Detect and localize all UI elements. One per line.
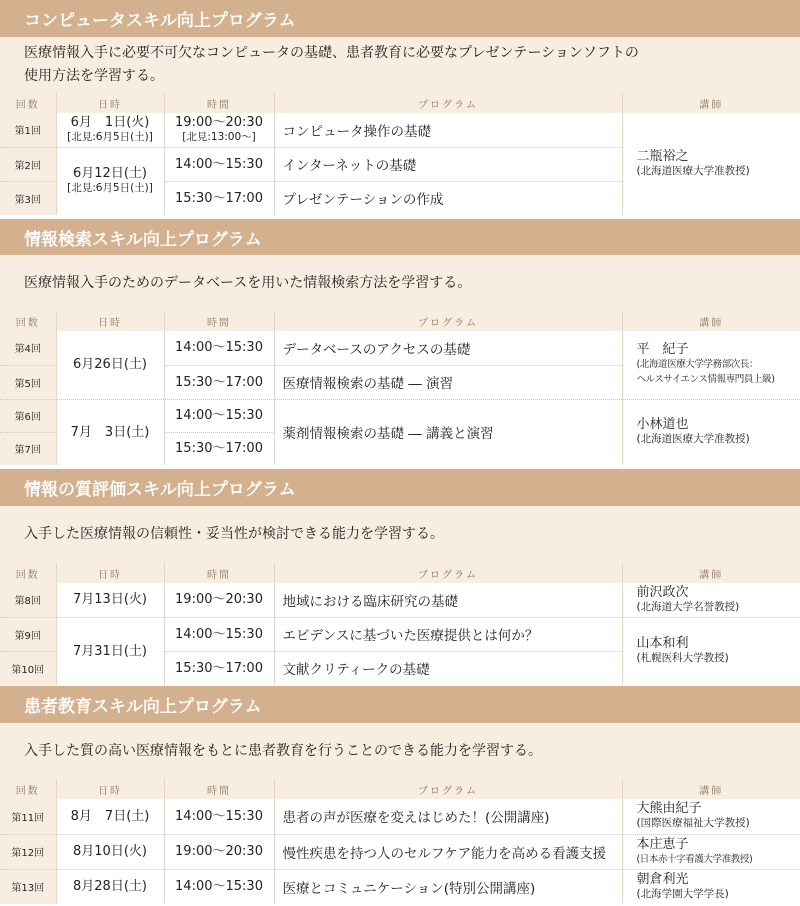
session-no: 第6回 <box>0 399 56 432</box>
lecturer-name: 二瓶裕之 <box>636 149 689 164</box>
section-title-patient-education: 患者教育スキル向上プログラム <box>0 686 800 723</box>
section-desc-quality <box>0 506 800 563</box>
session-time: 14:00～15:30 <box>164 799 274 834</box>
session-time: 19:00～20:30 <box>164 834 274 869</box>
session-date: 7月 3日(土) <box>56 399 164 465</box>
session-no: 第12回 <box>0 834 56 869</box>
lecturer-cell <box>622 617 800 685</box>
session-date: 7月13日(火) <box>56 583 164 617</box>
lecturer-cell <box>622 869 800 904</box>
col-header-date: 日時 <box>56 311 164 331</box>
session-no: 第8回 <box>0 583 56 617</box>
lecturer-affiliation: (日本赤十字看護大学准教授) <box>636 853 753 865</box>
lecturer-cell <box>622 834 800 869</box>
desc-line: 医療情報入手に必要不可欠なコンピュータの基礎、患者教育に必要なプレゼンテーションソフトの <box>24 45 639 61</box>
lecturer-affiliation: (北海道医療大学准教授) <box>636 433 750 446</box>
lecturer-affiliation: ヘルスサイエンス情報専門員上級) <box>636 374 775 386</box>
lecturer-affiliation: (国際医療福祉大学教授) <box>636 817 750 830</box>
desc-line: 使用方法を学習する。 <box>24 68 164 84</box>
table-row <box>0 331 800 365</box>
col-header-program: プログラム <box>274 779 622 799</box>
session-program: 患者の声が医療を変えはじめた！(公開講座) <box>274 799 622 834</box>
session-no: 第13回 <box>0 869 56 904</box>
desc-line: 医療情報入手のためのデータベースを用いた情報検索方法を学習する。 <box>24 274 472 291</box>
session-no: 第11回 <box>0 799 56 834</box>
session-no: 第7回 <box>0 432 56 465</box>
table-row <box>0 583 800 617</box>
col-header-lecturer: 講師 <box>622 779 800 799</box>
table-row <box>0 617 800 651</box>
lecturer-affiliation: (北海道医療大学准教授) <box>636 165 750 177</box>
session-program: データベースのアクセスの基礎 <box>274 331 622 365</box>
table-row <box>0 869 800 904</box>
table-row <box>0 113 800 147</box>
session-program: 医療情報検索の基礎 ― 演習 <box>274 365 622 399</box>
lecturer-name: 平 紀子 <box>636 342 689 358</box>
table-row <box>0 799 800 834</box>
desc-line: 入手した質の高い医療情報をもとに患者教育を行うことのできる能力を学習する。 <box>24 742 542 759</box>
session-time <box>164 113 274 147</box>
lecturer-name: 山本和利 <box>636 636 689 652</box>
col-header-date: 日時 <box>56 93 164 113</box>
section-title-computer: コンピュータスキル向上プログラム <box>0 0 800 37</box>
col-header-program: プログラム <box>274 311 622 331</box>
lecturer-cell <box>622 331 800 399</box>
session-no: 第4回 <box>0 331 56 365</box>
session-time: 14:00～15:30 <box>164 869 274 904</box>
table-row <box>0 399 800 432</box>
table-header-row <box>0 779 800 799</box>
session-time: 15:30～17:00 <box>164 651 274 685</box>
session-date: 8月28日(土) <box>56 869 164 904</box>
table-header-row <box>0 93 800 113</box>
col-header-date: 日時 <box>56 779 164 799</box>
session-program: コンピュータ操作の基礎 <box>274 113 622 147</box>
time-main: 19:00～20:30 <box>175 114 263 130</box>
session-time: 14:00～15:30 <box>164 399 274 432</box>
table-row <box>0 834 800 869</box>
session-time: 14:00～15:30 <box>164 147 274 181</box>
lecturer-affiliation: (北海学園大学学長) <box>636 887 729 900</box>
col-header-time: 時間 <box>164 311 274 331</box>
section-title-quality: 情報の質評価スキル向上プログラム <box>0 469 800 506</box>
lecturer-name: 前沢政次 <box>636 584 689 600</box>
date-main: 6月12日(土) <box>73 166 147 182</box>
session-date: 8月10日(火) <box>56 834 164 869</box>
session-time: 14:00～15:30 <box>164 617 274 651</box>
time-sub: [北見:13:00～] <box>182 130 256 143</box>
section-desc-patient-education <box>0 723 800 779</box>
session-date: 7月31日(土) <box>56 617 164 685</box>
session-no: 第5回 <box>0 365 56 399</box>
lecturer-cell <box>622 583 800 617</box>
col-header-time: 時間 <box>164 93 274 113</box>
session-time: 15:30～17:00 <box>164 365 274 399</box>
col-header-no: 回数 <box>0 93 56 113</box>
session-date: 8月 7日(土) <box>56 799 164 834</box>
session-time: 15:30～17:00 <box>164 432 274 465</box>
section-title-search: 情報検索スキル向上プログラム <box>0 219 800 255</box>
section-desc-search <box>0 255 800 311</box>
desc-line: 入手した医療情報の信頼性・妥当性が検討できる能力を学習する。 <box>24 526 444 542</box>
lecturer-cell <box>622 799 800 834</box>
section-desc-computer <box>0 37 800 93</box>
session-no: 第10回 <box>0 651 56 685</box>
session-no: 第1回 <box>0 113 56 147</box>
session-no: 第3回 <box>0 181 56 215</box>
session-program: インターネットの基礎 <box>274 147 622 181</box>
table-header-row <box>0 563 800 583</box>
col-header-time: 時間 <box>164 779 274 799</box>
schedule-table-patient-education <box>0 779 800 904</box>
session-program: 地域における臨床研究の基礎 <box>274 583 622 617</box>
col-header-lecturer: 講師 <box>622 563 800 583</box>
session-date <box>56 147 164 215</box>
date-sub: [北見:6月5日(土)] <box>67 182 153 195</box>
lecturer-name: 本庄恵子 <box>636 836 689 852</box>
session-date: 6月26日(土) <box>56 331 164 399</box>
col-header-lecturer: 講師 <box>622 311 800 331</box>
col-header-lecturer: 講師 <box>622 93 800 113</box>
date-sub: [北見:6月5日(土)] <box>67 130 153 143</box>
col-header-program: プログラム <box>274 563 622 583</box>
lecturer-cell <box>622 399 800 465</box>
session-date <box>56 113 164 147</box>
lecturer-name: 小林道也 <box>636 417 689 433</box>
session-time: 15:30～17:00 <box>164 181 274 215</box>
session-program: 薬剤情報検索の基礎 ― 講義と演習 <box>274 399 622 465</box>
lecturer-name: 大熊由紀子 <box>636 801 702 817</box>
schedule-table-computer <box>0 93 800 215</box>
lecturer-affiliation: (北海道医療大学学務部次長： <box>636 359 759 371</box>
date-main: 6月 1日(火) <box>70 114 150 130</box>
session-program: 慢性疾患を持つ人のセルフケア能力を高める看護支援 <box>274 834 622 869</box>
session-program: 医療とコミュニケーション(特別公開講座) <box>274 869 622 904</box>
schedule-table-quality <box>0 563 800 685</box>
col-header-no: 回数 <box>0 311 56 331</box>
col-header-no: 回数 <box>0 779 56 799</box>
session-no: 第9回 <box>0 617 56 651</box>
table-header-row <box>0 311 800 331</box>
session-time: 19:00～20:30 <box>164 583 274 617</box>
col-header-no: 回数 <box>0 563 56 583</box>
lecturer-name: 朝倉利光 <box>636 871 689 887</box>
lecturer-cell <box>622 113 800 215</box>
session-program: エビデンスに基づいた医療提供とは何か？ <box>274 617 622 651</box>
lecturer-affiliation: (札幌医科大学教授) <box>636 652 729 665</box>
session-program: プレゼンテーションの作成 <box>274 181 622 215</box>
col-header-program: プログラム <box>274 93 622 113</box>
schedule-table-search <box>0 311 800 465</box>
lecturer-affiliation: (北海道大学名誉教授) <box>636 600 740 613</box>
session-time: 14:00～15:30 <box>164 331 274 365</box>
col-header-date: 日時 <box>56 563 164 583</box>
session-no: 第2回 <box>0 147 56 181</box>
session-program: 文献クリティークの基礎 <box>274 651 622 685</box>
col-header-time: 時間 <box>164 563 274 583</box>
